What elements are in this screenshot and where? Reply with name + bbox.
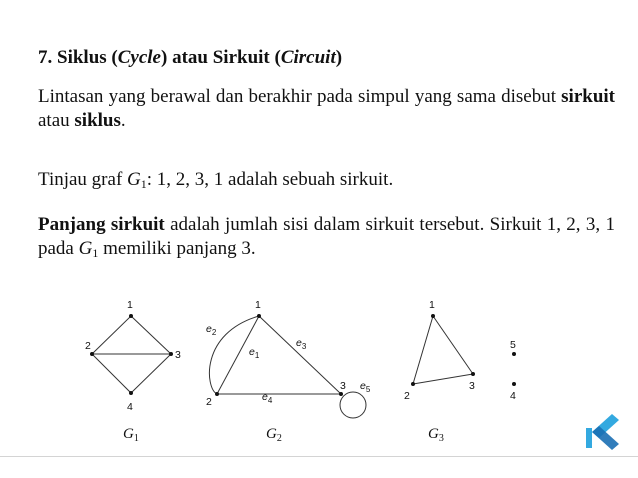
p3-graph-symbol: G bbox=[78, 238, 93, 259]
heading-number: 7. bbox=[38, 47, 53, 68]
g2-caption bbox=[266, 426, 282, 444]
e2-letter: e bbox=[206, 323, 212, 335]
g1-edge-2-4 bbox=[92, 354, 131, 393]
g3-edge-1-3 bbox=[433, 316, 473, 374]
p2-graph-sub: 1 bbox=[140, 177, 147, 191]
g1-caption-g: G bbox=[123, 426, 134, 442]
g3-caption-g: G bbox=[428, 426, 439, 442]
e3-letter: e bbox=[296, 337, 302, 349]
g2-label-3: 3 bbox=[340, 380, 346, 392]
g2-edge-label-e3 bbox=[296, 337, 307, 351]
g1-vertex-1 bbox=[129, 314, 133, 318]
p3-rest: memiliki panjang 3. bbox=[98, 238, 256, 259]
p1-text: Lintasan yang berawal dan berakhir pada simpul yang sama disebut bbox=[38, 86, 562, 107]
g2-caption-g: G bbox=[266, 426, 277, 442]
g2-vertex-2 bbox=[215, 392, 219, 396]
p1-period: . bbox=[120, 110, 126, 131]
e4-letter: e bbox=[262, 391, 268, 403]
g2-edge-label-e4 bbox=[262, 391, 273, 405]
p3-bold: Panjang sirkuit bbox=[38, 214, 165, 235]
graph-g3 bbox=[404, 299, 516, 444]
graph-g2 bbox=[206, 299, 371, 444]
heading-sirkuit: ) atau Sirkuit ( bbox=[161, 47, 281, 68]
g1-vertex-3 bbox=[169, 352, 173, 356]
g3-label-2: 2 bbox=[404, 390, 410, 402]
g3-edge-1-2 bbox=[413, 316, 433, 384]
g3-label-1: 1 bbox=[429, 299, 435, 311]
g3-vertex-3 bbox=[471, 372, 475, 376]
g2-caption-sub: 2 bbox=[276, 433, 282, 444]
g1-label-2: 2 bbox=[85, 340, 91, 352]
e5-sub: 5 bbox=[365, 385, 371, 394]
g2-vertex-3 bbox=[339, 392, 343, 396]
g3-label-5: 5 bbox=[510, 339, 516, 351]
p3-graph-sub: 1 bbox=[92, 246, 99, 260]
footer-divider bbox=[0, 456, 638, 457]
g3-vertex-2 bbox=[411, 382, 415, 386]
g3-edge-2-3 bbox=[413, 374, 473, 384]
heading-close: ) bbox=[335, 47, 343, 68]
p1-atau: atau bbox=[38, 110, 75, 131]
g2-edge-label-e5 bbox=[360, 380, 371, 394]
g3-vertex-5 bbox=[512, 352, 516, 356]
g2-edge-label-e1 bbox=[249, 346, 260, 360]
p3-text: adalah jumlah sisi dalam sirkuit tersebut. Sirkuit 1, 2, 3, 1 pada bbox=[38, 214, 615, 259]
g1-vertex-4 bbox=[129, 391, 133, 395]
g2-edge-e5-loop bbox=[340, 392, 366, 418]
brand-logo-icon bbox=[584, 412, 624, 452]
heading-cycle: Cycle bbox=[117, 47, 161, 68]
g1-edge-3-4 bbox=[131, 354, 171, 393]
g2-vertex-1 bbox=[257, 314, 261, 318]
g1-edge-1-2 bbox=[92, 316, 131, 354]
g3-vertex-1 bbox=[431, 314, 435, 318]
p1-siklus: siklus bbox=[74, 110, 121, 131]
p1-sirkuit: sirkuit bbox=[561, 86, 615, 107]
g1-caption bbox=[123, 426, 139, 444]
g2-label-2: 2 bbox=[206, 396, 212, 408]
e2-sub: 2 bbox=[211, 328, 217, 337]
e3-sub: 3 bbox=[301, 342, 307, 351]
g3-caption-sub: 3 bbox=[438, 433, 444, 444]
g3-vertex-4 bbox=[512, 382, 516, 386]
g2-edge-label-e2 bbox=[206, 323, 217, 337]
heading-siklus: Siklus ( bbox=[57, 47, 118, 68]
e1-letter: e bbox=[249, 346, 255, 358]
p2-graph-symbol: G bbox=[127, 169, 141, 190]
p2-rest: : 1, 2, 3, 1 adalah sebuah sirkuit. bbox=[146, 169, 394, 190]
heading-circuit: Circuit bbox=[280, 47, 336, 68]
p2-text: Tinjau graf bbox=[38, 169, 128, 190]
logo-bar bbox=[586, 428, 592, 448]
g3-label-3: 3 bbox=[469, 380, 475, 392]
e5-letter: e bbox=[360, 380, 366, 392]
g1-label-4: 4 bbox=[127, 401, 133, 413]
e1-sub: 1 bbox=[254, 351, 260, 360]
g1-label-1: 1 bbox=[127, 299, 133, 311]
e4-sub: 4 bbox=[267, 396, 273, 405]
g1-edge-1-3 bbox=[131, 316, 171, 354]
g1-label-3: 3 bbox=[175, 349, 181, 361]
g2-edge-e3 bbox=[259, 316, 341, 394]
graph-g1 bbox=[85, 299, 181, 444]
g3-caption bbox=[428, 426, 444, 444]
g3-label-4: 4 bbox=[510, 390, 516, 402]
g1-vertex-2 bbox=[90, 352, 94, 356]
g2-label-1: 1 bbox=[255, 299, 261, 311]
g1-caption-sub: 1 bbox=[133, 433, 139, 444]
